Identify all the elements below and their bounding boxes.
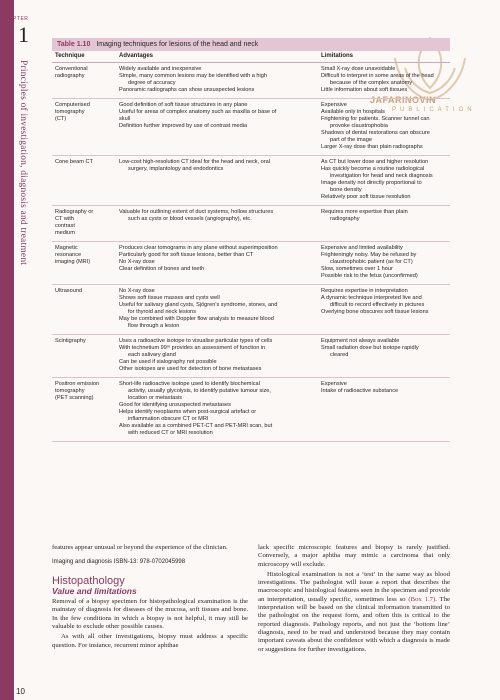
limitations-cell-line: As CT but lower dose and higher resolution (321, 159, 429, 165)
technique-cell (52, 378, 116, 442)
chapter-label: CHAPTER (1, 16, 29, 22)
table-body (52, 63, 450, 442)
advantages-cell (116, 285, 318, 335)
limitations-cell (318, 378, 450, 442)
subsection-heading: Value and limitations (52, 585, 137, 596)
advantages-cell-line: No X-ray dose (119, 259, 155, 265)
table-row (52, 206, 450, 242)
limitations-cell (318, 335, 450, 378)
watermark-subtitle: PUBLICATION (392, 107, 476, 113)
technique-cell (52, 63, 116, 99)
left-paragraph-3: As with all other investigations, biopsy must address a specific question. For instance, recurrent minor aphthae (52, 633, 248, 649)
advantages-cell-line: With technetium 99ᵐ provides an assessment of function in (119, 345, 266, 351)
technique-cell-line: CT with (55, 216, 74, 222)
advantages-cell (116, 99, 318, 156)
advantages-cell-line: Also available as a combined PET-CT and PET-MRI scan, but (119, 423, 273, 429)
technique-cell-line: medium (55, 230, 75, 236)
advantages-cell-line: Short-life radioactive isotope used to identify biochemical (119, 381, 260, 387)
advantages-cell-line: flow through a lesion (128, 323, 180, 329)
imaging-table (52, 38, 450, 442)
advantages-cell-line: Valuable for outlining extent of duct systems, hollow structures (119, 209, 274, 215)
limitations-cell-line: Frighteningly noisy. May be refused by (321, 252, 417, 258)
limitations-cell-line: part of the image (330, 137, 372, 143)
technique-cell-line: Ultrasound (55, 288, 83, 294)
technique-cell (52, 285, 116, 335)
right-column (258, 544, 450, 656)
advantages-cell (116, 242, 318, 285)
limitations-cell (318, 63, 450, 99)
limitations-cell-line: Equipment not always available (321, 338, 400, 344)
right-paragraph-2 (258, 571, 450, 654)
technique-cell-line: radiography (55, 73, 85, 79)
advantages-cell-line: Good for identifying unsuspected metastases (119, 402, 231, 408)
table-number: Table 1.10 (57, 41, 91, 48)
right-paragraph-1: lack specific microscopic features and biopsy is rarely justified. Conversely, a major aphtha may mimic a carcinoma that only microscopy will exclude. (258, 544, 450, 568)
limitations-cell-line: Image density not directly proportional to (321, 180, 422, 186)
advantages-cell (116, 378, 318, 442)
technique-cell-line: imaging (MRI) (55, 259, 91, 265)
section-heading: Histopathology (52, 574, 125, 587)
limitations-cell-line: Requires expertise in interpretation (321, 288, 408, 294)
limitations-cell-line: Small radiation dose but isotope rapidly (321, 345, 419, 351)
technique-cell-line: Cone beam CT (55, 159, 93, 165)
technique-cell-line: Scintigraphy (55, 338, 86, 344)
advantages-cell (116, 156, 318, 206)
limitations-cell (318, 242, 450, 285)
box-reference-link[interactable]: (Box 1.7) (408, 595, 436, 603)
limitations-cell-line: Little information about soft tissues (321, 87, 408, 93)
chapter-number: 1 (18, 22, 29, 47)
advantages-cell-line: each salivary gland (128, 352, 176, 358)
technique-cell-line: (CT) (55, 116, 67, 122)
technique-cell-line: (PET scanning) (55, 395, 94, 401)
table-row (52, 378, 450, 442)
advantages-cell-line: Simple, many common lesions may be identified with a high (119, 73, 267, 79)
technique-cell (52, 242, 116, 285)
advantages-cell-line: Can be used if sialography not possible (119, 359, 217, 365)
technique-cell-line: Radiography or (55, 209, 94, 215)
limitations-cell-line: Intake of radioactive substance (321, 388, 399, 394)
limitations-cell-line: investigation for head and neck diagnosis (330, 173, 433, 179)
watermark-name: JAFARINOVIN (370, 95, 437, 105)
limitations-cell (318, 156, 450, 206)
advantages-cell-line: Particularly good for soft tissue lesions, better than CT (119, 252, 254, 258)
table-row (52, 99, 450, 156)
advantages-cell-line: surgery, implantology and endodontics (128, 166, 224, 172)
advantages-cell-line: skull (119, 116, 131, 122)
limitations-cell (318, 206, 450, 242)
right-paragraph-2-b: . The interpretation will be based on the clinical information transmitted to the pathologist on the request form, and often this is critical to the reported diagnosis. Pathology reports, and not just the ‘bottom line’ diagnosis, need to be read and understood because they may contain important caveats about the confidence with which a diagnosis is made or suggestions for further investigations. (258, 595, 451, 653)
running-head (0, 60, 40, 266)
technique-cell-line: tomography (55, 388, 85, 394)
advantages-cell-line: location or metastasis (128, 395, 183, 401)
technique-cell (52, 335, 116, 378)
limitations-cell-line: claustrophobic patient (as for CT) (330, 259, 413, 265)
advantages-cell-line: Useful for salivary gland cysts, Sjögren's syndrome, stones, and (119, 302, 278, 308)
limitations-cell-line: provoke claustrophobia (330, 123, 388, 129)
limitations-cell-line: Relatively poor soft tissue resolution (321, 194, 411, 200)
limitations-cell-line: Expensive and limited availability (321, 245, 403, 251)
limitations-cell-line: Frightening for patients. Scanner tunnel can (321, 116, 430, 122)
advantages-cell-line: Good definition of soft tissue structures in any plane (119, 102, 248, 108)
limitations-cell-line: Has quickly become a routine radiological (321, 166, 425, 172)
running-head-text: Principles of investigation, diagnosis and treatment (18, 60, 28, 266)
table-row (52, 63, 450, 99)
header-advantages: Advantages (116, 51, 318, 63)
table-grid (52, 51, 450, 442)
technique-cell-line: contrast (55, 223, 75, 229)
advantages-cell (116, 206, 318, 242)
technique-cell (52, 206, 116, 242)
left-column (52, 544, 248, 652)
left-paragraph-1: features appear unusual or beyond the experience of the clinician. (52, 544, 228, 551)
technique-cell-line: resonance (55, 252, 82, 258)
limitations-cell-line: Overlying bone obscures soft tissue lesions (321, 309, 429, 315)
advantages-cell-line: Produces clear tomograms in any plane without superimposition (119, 245, 278, 251)
technique-cell-line: Positron emission (55, 381, 100, 387)
isbn-note: Imaging and diagnosis ISBN-13: 978-0702045998 (52, 559, 186, 566)
advantages-cell-line: with reduced CT or MRI resolution (128, 430, 213, 436)
limitations-cell-line: Possible risk to the fetus (unconfirmed) (321, 273, 418, 279)
advantages-cell-line: Uses a radioactive isotope to visualise particular types of cells (119, 338, 273, 344)
limitations-cell-line: Larger X-ray dose than plain radiographs (321, 144, 423, 150)
technique-cell-line: tomography (55, 109, 85, 115)
table-row (52, 335, 450, 378)
advantages-cell-line: Helps identify neoplasms when post-surgical artefact or (119, 409, 257, 415)
advantages-cell (116, 63, 318, 99)
limitations-cell-line: Small X-ray dose unavoidable (321, 66, 396, 72)
advantages-cell-line: Other isotopes are used for detection of bone metastases (119, 366, 262, 372)
technique-cell (52, 156, 116, 206)
right-paragraph-2-a: Histological examination is not a ‘test’ in the same way as blood investigations. The pathologist will issue a report that describes the macroscopic and histological features seen in the specimen and provide an interpretation, usually specific, sometimes less so (258, 570, 450, 603)
limitations-cell-line: difficult to record effectively in pictures (330, 302, 425, 308)
technique-cell (52, 99, 116, 156)
limitations-cell-line: Requires more expertise than plain (321, 209, 408, 215)
advantages-cell-line: May be combined with Doppler flow analysis to measure blood (119, 316, 274, 322)
limitations-cell-line: Slow, sometimes over 1 hour (321, 266, 393, 272)
limitations-cell-line: bone density (330, 187, 362, 193)
advantages-cell-line: such as cysts or blood vessels (angiography), etc. (128, 216, 252, 222)
technique-cell-line: Computerised (55, 102, 90, 108)
header-limitations: Limitations (318, 51, 450, 63)
table-title: Imaging techniques for lesions of the head and neck (96, 41, 259, 48)
advantages-cell-line: inflammation obscure CT or MRI (128, 416, 209, 422)
table-title-bar (52, 38, 450, 51)
advantages-cell-line: Clear definition of bones and teeth (119, 266, 205, 272)
advantages-cell-line: Low-cost high-resolution CT ideal for the head and neck, oral (119, 159, 271, 165)
left-paragraph-2: Removal of a biopsy specimen for histopathological examination is the mainstay of diagnosis for diseases of the mucosa, soft tissues and bone. In the few conditions in which a biopsy is not helpful, it may still be valuable to exclude other possible causes. (52, 598, 248, 631)
advantages-cell-line: No X-ray dose (119, 288, 155, 294)
limitations-cell-line: cleared (330, 352, 349, 358)
table-row (52, 285, 450, 335)
advantages-cell-line: for thyroid and neck lesions (128, 309, 197, 315)
limitations-cell (318, 285, 450, 335)
advantages-cell-line: Useful for areas of complex anatomy such as maxilla or base of (119, 109, 277, 115)
table-header-row (52, 51, 450, 63)
advantages-cell-line: activity, usually glycolysis, to identify putative tumour size, (128, 388, 271, 394)
limitations-cell-line: Shadows of dental restorations can obscure (321, 130, 430, 136)
advantages-cell-line: Widely available and inexpensive (119, 66, 202, 72)
limitations-cell-line: radiography (330, 216, 360, 222)
page-number: 10 (16, 687, 25, 696)
limitations-cell-line: A dynamic technique interpreted live and (321, 295, 422, 301)
limitations-cell (318, 99, 450, 156)
table-row (52, 156, 450, 206)
limitations-cell-line: Expensive (321, 381, 347, 387)
table-row (52, 242, 450, 285)
technique-cell-line: Magnetic (55, 245, 78, 251)
advantages-cell (116, 335, 318, 378)
header-technique: Technique (52, 51, 116, 63)
limitations-cell-line: because of the complex anatomy (330, 80, 413, 86)
limitations-cell-line: Difficult to interpret in some areas of the head (321, 73, 434, 79)
limitations-cell-line: Available only in hospitals (321, 109, 385, 115)
limitations-cell-line: Expensive (321, 102, 347, 108)
advantages-cell-line: Shows soft tissue masses and cysts well (119, 295, 220, 301)
technique-cell-line: Conventional (55, 66, 88, 72)
advantages-cell-line: degree of accuracy (128, 80, 176, 86)
advantages-cell-line: Definition further improved by use of contrast media (119, 123, 248, 129)
advantages-cell-line: Panoramic radiographs can show unsuspected lesions (119, 87, 255, 93)
